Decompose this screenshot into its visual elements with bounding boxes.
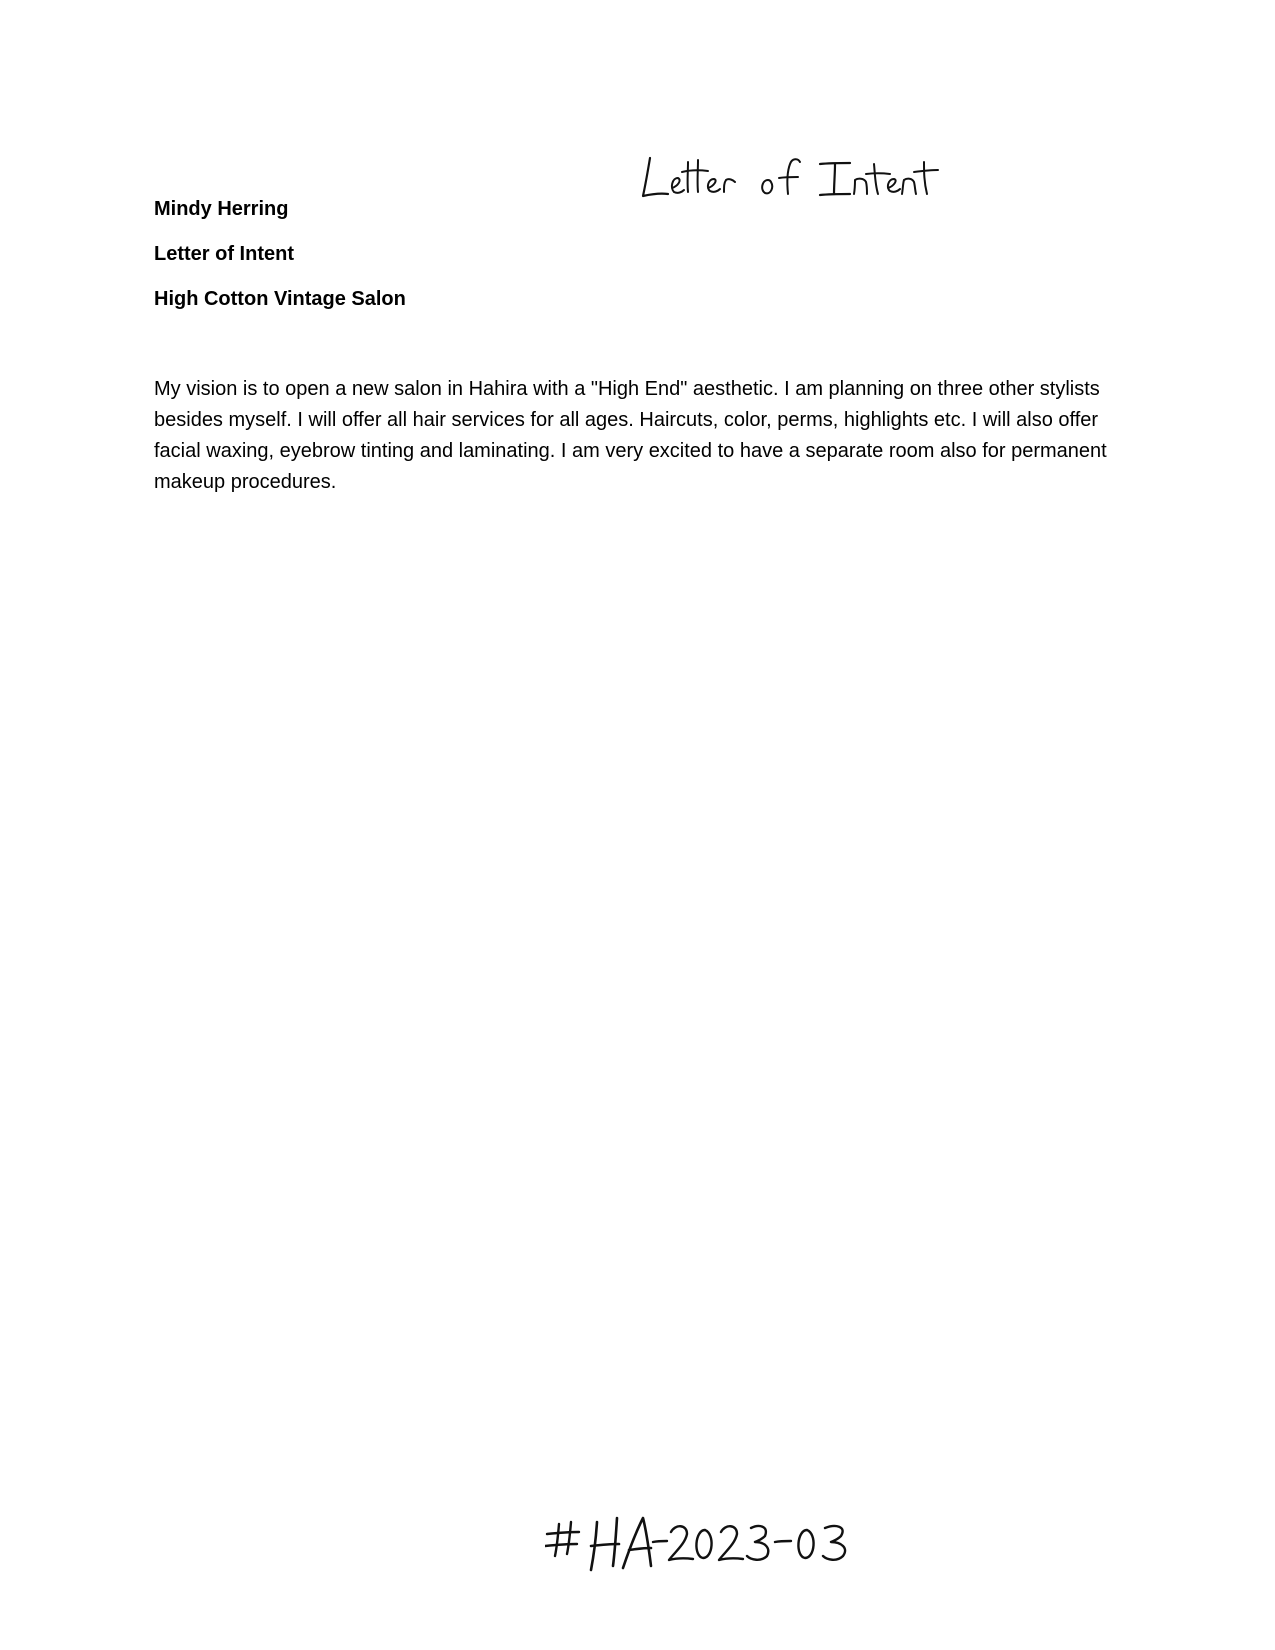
document-type: Letter of Intent	[154, 243, 294, 265]
handwritten-title-text	[968, 150, 969, 151]
author-name: Mindy Herring	[154, 198, 289, 220]
handwritten-reference-drawing	[545, 1508, 865, 1578]
handwritten-reference-annotation	[545, 1508, 865, 1578]
header-block	[154, 196, 854, 331]
body-paragraph: My vision is to open a new salon in Hahira with a "High End" aesthetic. I am planning on three other stylists besides myself. I will offer all hair services for all ages. Haircuts, color, perms, highlights etc. I will also offer facial waxing, eyebrow tinting and laminating. I am very excited to have a separate room also for permanent makeup procedures.	[154, 378, 1107, 493]
business-name: High Cotton Vintage Salon	[154, 288, 406, 310]
handwritten-reference-text	[865, 1508, 866, 1509]
